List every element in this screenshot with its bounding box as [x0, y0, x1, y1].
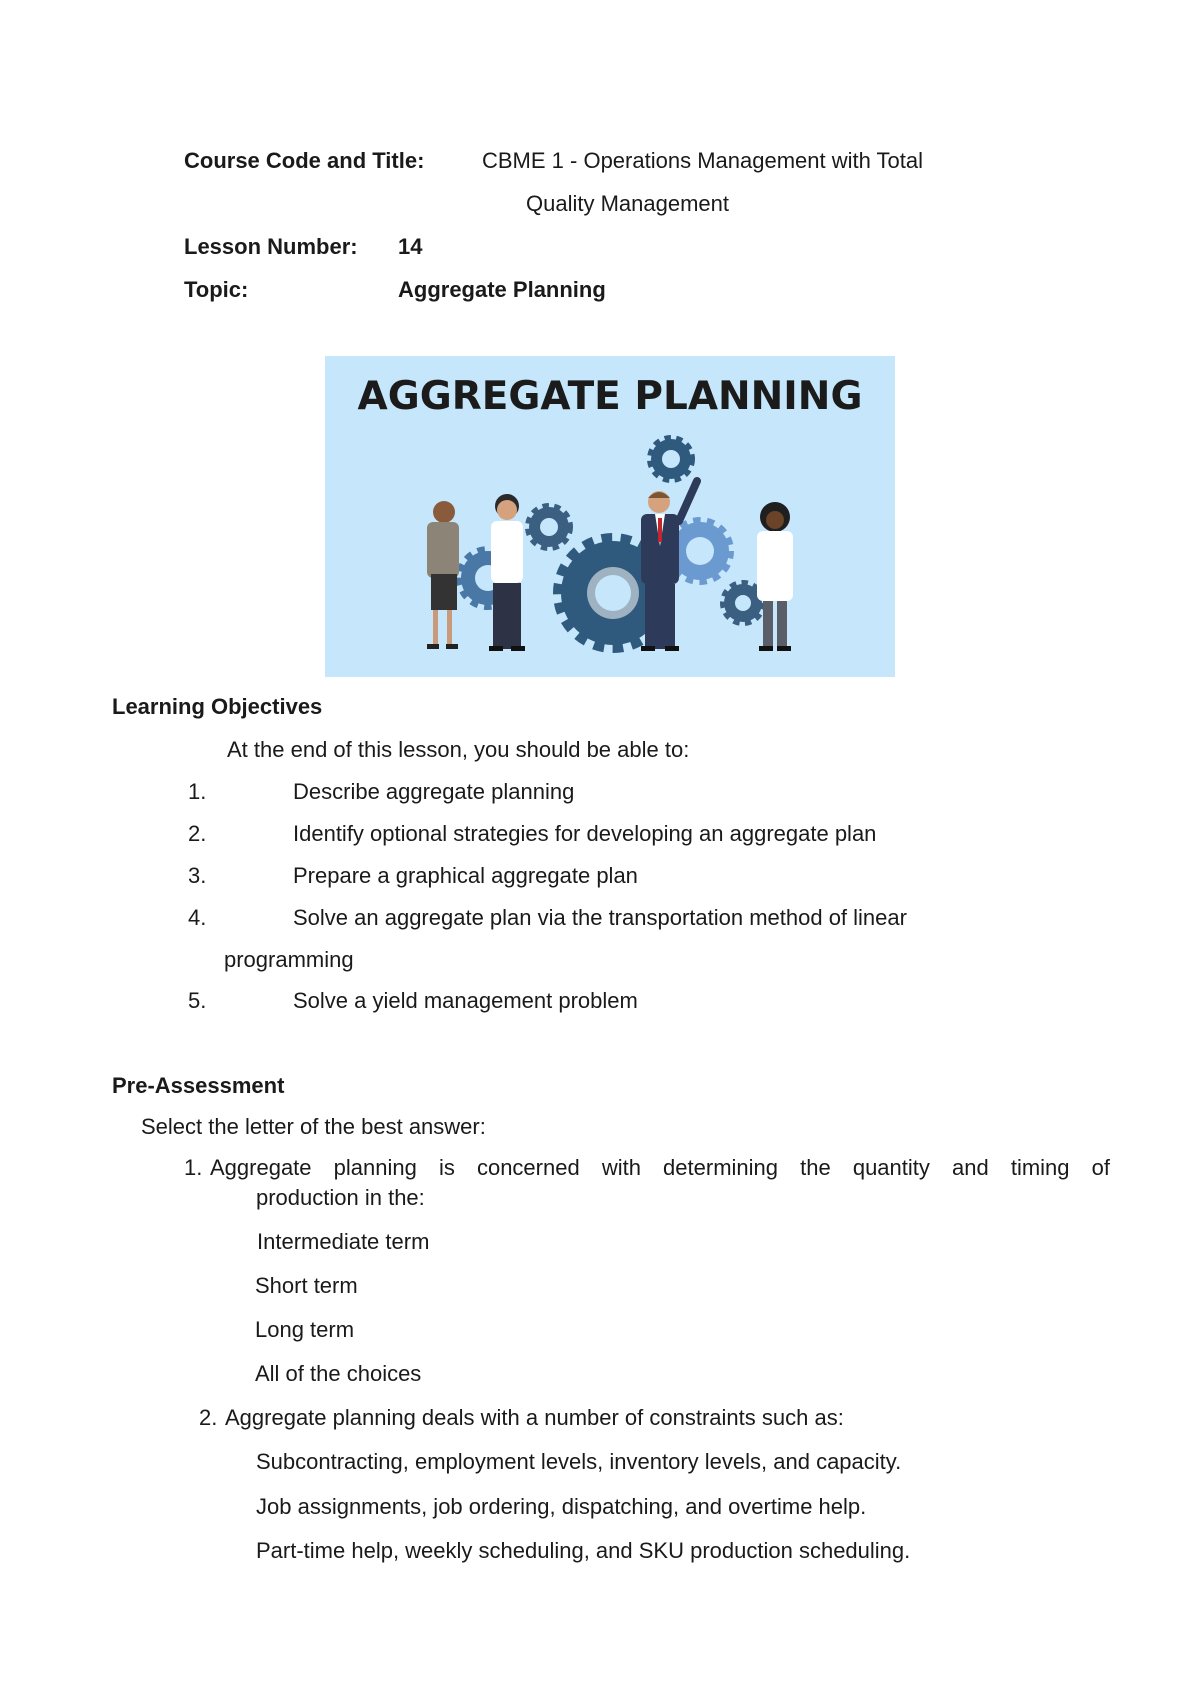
objective-number: 5.: [188, 988, 207, 1013]
question-number: 2.: [199, 1405, 218, 1430]
illustration-svg: [325, 356, 895, 677]
objective-number: 4.: [188, 905, 207, 930]
objective-item: Solve a yield management problem: [293, 988, 638, 1013]
question-1: [184, 1154, 1110, 1182]
objective-item-continuation: programming: [224, 947, 354, 972]
question-number: 1.: [184, 1155, 203, 1180]
answer-choice[interactable]: All of the choices: [255, 1361, 422, 1386]
course-title-line2: Quality Management: [526, 191, 729, 216]
lesson-number-value: 14: [398, 234, 423, 259]
objective-number: 2.: [188, 821, 207, 846]
answer-choice[interactable]: Subcontracting, employment levels, inventory levels, and capacity.: [256, 1449, 902, 1474]
person-figure: [427, 501, 459, 649]
gear-icon: [651, 439, 691, 479]
objectives-intro: At the end of this lesson, you should be able to:: [227, 737, 690, 762]
objective-item: Describe aggregate planning: [293, 779, 575, 804]
question-1-text-line1: [184, 1154, 1110, 1182]
gear-icon: [671, 522, 729, 580]
objective-item: Solve an aggregate plan via the transportation method of linear: [293, 905, 907, 930]
topic-value: Aggregate Planning: [398, 277, 606, 302]
lesson-number-label: Lesson Number:: [184, 234, 358, 259]
course-title-line1: CBME 1 - Operations Management with Total: [482, 148, 924, 173]
course-code-label: Course Code and Title:: [184, 148, 425, 173]
objective-number: 3.: [188, 863, 207, 888]
gear-icon: [724, 584, 762, 622]
person-figure: [489, 494, 525, 651]
objective-item: Prepare a graphical aggregate plan: [293, 863, 638, 888]
pre-assessment-heading: Pre-Assessment: [112, 1073, 285, 1098]
objective-item: Identify optional strategies for developing an aggregate plan: [293, 821, 877, 846]
aggregate-planning-illustration: [325, 356, 895, 677]
assessment-instruction: Select the letter of the best answer:: [141, 1114, 486, 1139]
question-text: Aggregate planning is concerned with determining the quantity and timing of: [210, 1155, 1110, 1180]
learning-objectives-heading: Learning Objectives: [112, 694, 323, 719]
question-2-text: Aggregate planning deals with a number of constraints such as:: [225, 1405, 844, 1430]
banner-title: AGGREGATE PLANNING: [357, 374, 863, 419]
answer-choice[interactable]: Part-time help, weekly scheduling, and SKU production scheduling.: [256, 1538, 911, 1563]
answer-choice[interactable]: Long term: [255, 1317, 355, 1342]
gear-icon: [529, 507, 569, 547]
answer-choice[interactable]: Job assignments, job ordering, dispatching, and overtime help.: [256, 1494, 867, 1519]
objective-number: 1.: [188, 779, 207, 804]
person-figure: [757, 502, 793, 651]
question-1-text-line2: production in the:: [256, 1185, 425, 1210]
answer-choice[interactable]: Short term: [255, 1273, 358, 1298]
answer-choice[interactable]: Intermediate term: [257, 1229, 430, 1254]
topic-label: Topic:: [184, 277, 249, 302]
